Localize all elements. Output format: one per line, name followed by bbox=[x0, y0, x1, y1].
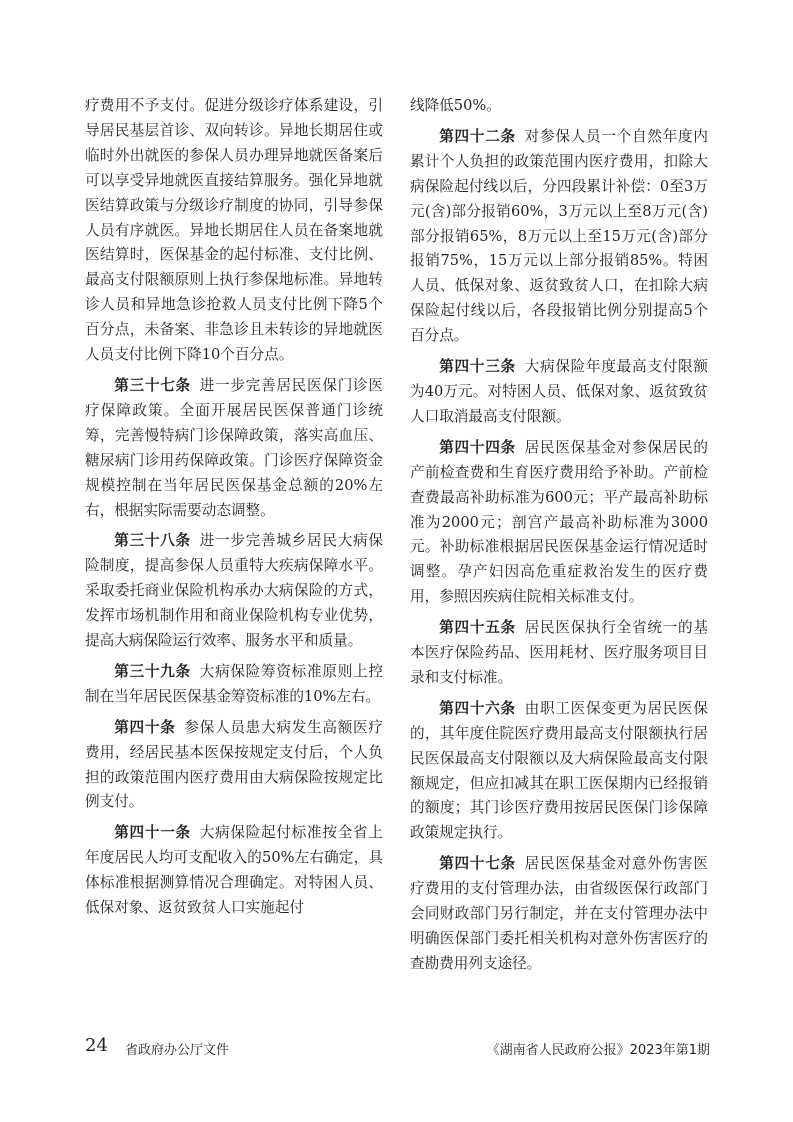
article-number: 第四十四条 bbox=[439, 438, 516, 456]
page-number: 24 bbox=[85, 1035, 108, 1056]
article-number: 第三十七条 bbox=[114, 376, 191, 394]
article-46: 第四十六条 由职工医保变更为居民医保的，其年度住院医疗费用最高支付限额执行居民医保最高支付限额以及大病保险最高支付限额规定，但应扣减其在职工医保期内已经报销的额度；其门诊医疗费用按居民医保门诊保障政策规定执行。 bbox=[410, 699, 708, 842]
article-40: 第四十条 参保人员患大病发生高额医疗费用，经居民基本医保按规定支付后，个人负担的政策范围内医疗费用由大病保险按规定比例支付。 bbox=[85, 718, 383, 811]
article-41: 第四十一条 大病保险起付标准按全省上年度居民人均可支配收入的50%左右确定，具体标准根据测算情况合理确定。对特困人员、低保对象、返贫致贫人口实施起付 bbox=[85, 824, 383, 917]
article-number: 第四十一条 bbox=[114, 824, 191, 842]
article-number: 第四十二条 bbox=[439, 127, 516, 145]
article-38: 第三十八条 进一步完善城乡居民大病保险制度，提高参保人员重特大疾病保障水平。采取委托商业保险机构承办大病保险的方式，发挥市场机制作用和商业保险机构专业优势，提高大病保险运行效率、服务水平和质量。 bbox=[85, 532, 383, 650]
article-number: 第三十九条 bbox=[114, 662, 191, 680]
article-42: 第四十二条 对参保人员一个自然年度内累计个人负担的政策范围内医疗费用，扣除大病保险起付线以后，分四段累计补偿：0至3万元(含)部分报销60%，3万元以上至8万元(含)部分报销65%，8万元以上至15万元(含)部分报销75%，15万元以上部分报销85%。特困人员、低保对象、返贫致贫人口，在扣除大病保险起付线以后，各段报销比例分别提高5个百分点。 bbox=[410, 127, 708, 345]
article-number: 第四十七条 bbox=[439, 855, 516, 873]
article-47: 第四十七条 居民医保基金对意外伤害医疗费用的支付管理办法，由省级医保行政部门会同财政部门另行制定，并在支付管理办法中明确医保部门委托相关机构对意外伤害医疗的查勘费用列支途径。 bbox=[410, 855, 708, 972]
document-source: 省政府办公厅文件 bbox=[125, 1043, 230, 1058]
paragraph-continuation: 线降低50%。 bbox=[410, 97, 501, 114]
article-39: 第三十九条 大病保险筹资标准原则上控制在当年居民医保基金筹资标准的10%左右。 bbox=[85, 662, 383, 705]
left-column bbox=[85, 94, 383, 927]
article-37: 第三十七条 进一步完善居民医保门诊医疗保障政策。全面开展居民医保普通门诊统筹，完善慢特病门诊保障政策，落实高血压、糖尿病门诊用药保障政策。门诊医疗保障资金规模控制在当年居民医保基金总额的20%左右，根据实际需要动态调整。 bbox=[85, 376, 383, 519]
right-column bbox=[410, 94, 708, 983]
paragraph-continuation: 疗费用不予支付。促进分级诊疗体系建设，引导居民基层首诊、双向转诊。异地长期居住或临时外出就医的参保人员办理异地就医备案后可以享受异地就医直接结算服务。强化异地就医结算政策与分级诊疗制度的协同，引导参保人员有序就医。异地长期居住人员在备案地就医结算时，医保基金的起付标准、支付比例、最高支付限额原则上执行参保地标准。异地转诊人员和异地急诊抢救人员支付比例下降5个百分点，未备案、非急诊且未转诊的异地就医人员支付比例下降10个百分点。 bbox=[85, 97, 383, 364]
page-footer bbox=[85, 1035, 710, 1061]
article-44: 第四十四条 居民医保基金对参保居民的产前检查费和生育医疗费用给予补助。产前检查费最高补助标准为600元；平产最高补助标准为2000元；剖宫产最高补助标准为3000元。补助标准根据居民医保基金运行情况适时调整。孕产妇因高危重症救治发生的医疗费用，参照因疾病住院相关标准支付。 bbox=[410, 438, 708, 606]
article-45: 第四十五条 居民医保执行全省统一的基本医疗保险药品、医用耗材、医疗服务项目目录和支付标准。 bbox=[410, 619, 708, 686]
article-43: 第四十三条 大病保险年度最高支付限额为40万元。对特困人员、低保对象、返贫致贫人口取消最高支付限额。 bbox=[410, 358, 708, 425]
publication-issue: 《湖南省人民政府公报》2023年第1期 bbox=[486, 1043, 710, 1058]
article-number: 第四十五条 bbox=[439, 619, 516, 637]
article-number: 第三十八条 bbox=[114, 532, 191, 550]
article-number: 第四十条 bbox=[114, 718, 176, 736]
article-number: 第四十三条 bbox=[439, 358, 516, 376]
article-number: 第四十六条 bbox=[439, 699, 516, 717]
